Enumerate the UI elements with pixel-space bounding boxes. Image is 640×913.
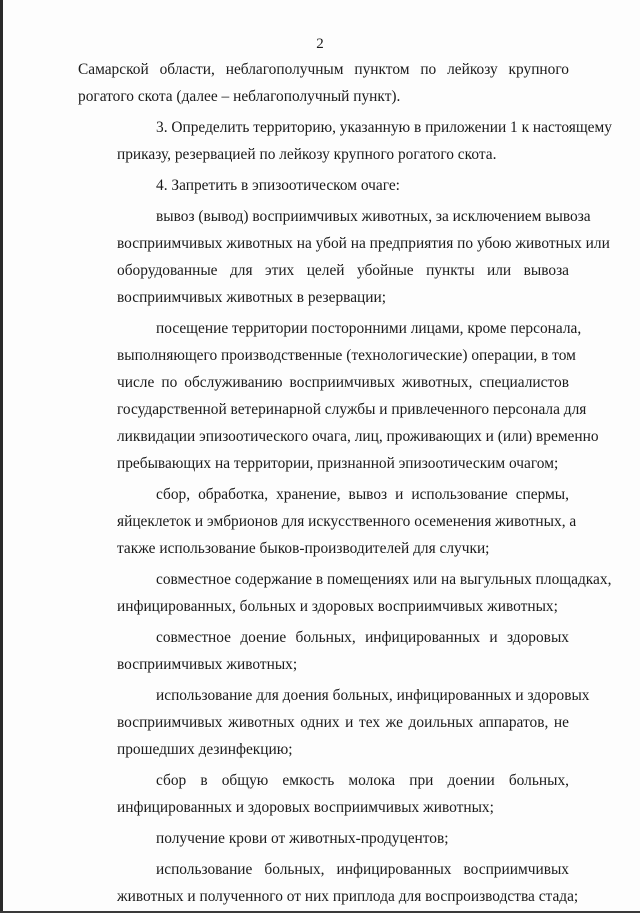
text-line: оборудованные для этих целей убойные пункты или вывоза bbox=[117, 262, 569, 279]
text-line: 4. Запретить в эпизоотическом очаге: bbox=[156, 177, 400, 194]
text-line: использование больных, инфицированных восприимчивых bbox=[156, 861, 569, 878]
text-line: совместное содержание в помещениях или на выгульных площадках, bbox=[156, 571, 612, 588]
text-line: рогатого скота (далее – неблагополучный пункт). bbox=[78, 88, 401, 105]
document-body bbox=[78, 56, 612, 910]
text-line: восприимчивых животных; bbox=[117, 656, 298, 673]
text-line: также использование быков-производителей для случки; bbox=[117, 540, 490, 557]
text-line: восприимчивых животных на убой на предприятия по убою животных или bbox=[117, 235, 610, 252]
paragraph bbox=[78, 203, 610, 311]
paragraph bbox=[78, 315, 599, 477]
text-line: государственной ветеринарной службы и привлеченного персонала для bbox=[117, 401, 587, 418]
text-line: сбор, обработка, хранение, вывоз и использование спермы, bbox=[156, 486, 569, 503]
text-line: 3. Определить территорию, указанную в приложении 1 к настоящему bbox=[156, 119, 612, 136]
text-line: восприимчивых животных в резервации; bbox=[117, 289, 387, 306]
text-line: Самарской области, неблагополучным пунктом по лейкозу крупного bbox=[78, 61, 569, 78]
paragraph bbox=[78, 682, 590, 763]
text-line: использование для доения больных, инфицированных и здоровых bbox=[156, 687, 590, 704]
text-line: приказу, резервацией по лейкозу крупного рогатого скота. bbox=[117, 146, 497, 163]
scan-edge-left bbox=[0, 0, 3, 913]
text-line: числе по обслуживанию восприимчивых животных, специалистов bbox=[117, 374, 569, 391]
text-line: пребывающих на территории, признанной эпизоотическим очагом; bbox=[117, 455, 559, 472]
text-line: получение крови от животных-продуцентов; bbox=[156, 830, 449, 847]
paragraph bbox=[78, 172, 569, 199]
text-line: инфицированных, больных и здоровых восприимчивых животных; bbox=[117, 598, 558, 615]
paragraph bbox=[78, 856, 579, 910]
paragraph bbox=[78, 114, 612, 168]
page-number: 2 bbox=[316, 36, 324, 52]
paragraph bbox=[78, 767, 569, 821]
paragraph bbox=[78, 624, 569, 678]
text-line: яйцеклеток и эмбрионов для искусственного осеменения животных, а bbox=[117, 513, 577, 530]
text-line: совместное доение больных, инфицированных и здоровых bbox=[156, 629, 569, 646]
text-line: выполняющего производственные (технологические) операции, в том bbox=[117, 347, 576, 364]
paragraph bbox=[78, 825, 569, 852]
paragraph bbox=[78, 56, 569, 110]
text-line: восприимчивых животных одних и тех же доильных аппаратов, не bbox=[117, 714, 569, 731]
text-line: животных и полученного от них приплода для воспроизводства стада; bbox=[117, 888, 579, 905]
text-line: посещение территории посторонними лицами, кроме персонала, bbox=[156, 320, 582, 337]
text-line: ликвидации эпизоотического очага, лиц, проживающих и (или) временно bbox=[117, 428, 599, 445]
text-line: сбор в общую емкость молока при доении больных, bbox=[156, 772, 569, 789]
text-line: прошедших дезинфекцию; bbox=[117, 741, 293, 758]
text-line: вывоз (вывод) восприимчивых животных, за исключением вывоза bbox=[156, 208, 591, 225]
paragraph bbox=[78, 566, 612, 620]
paragraph bbox=[78, 481, 577, 562]
text-line: инфицированных и здоровых восприимчивых животных; bbox=[117, 799, 494, 816]
